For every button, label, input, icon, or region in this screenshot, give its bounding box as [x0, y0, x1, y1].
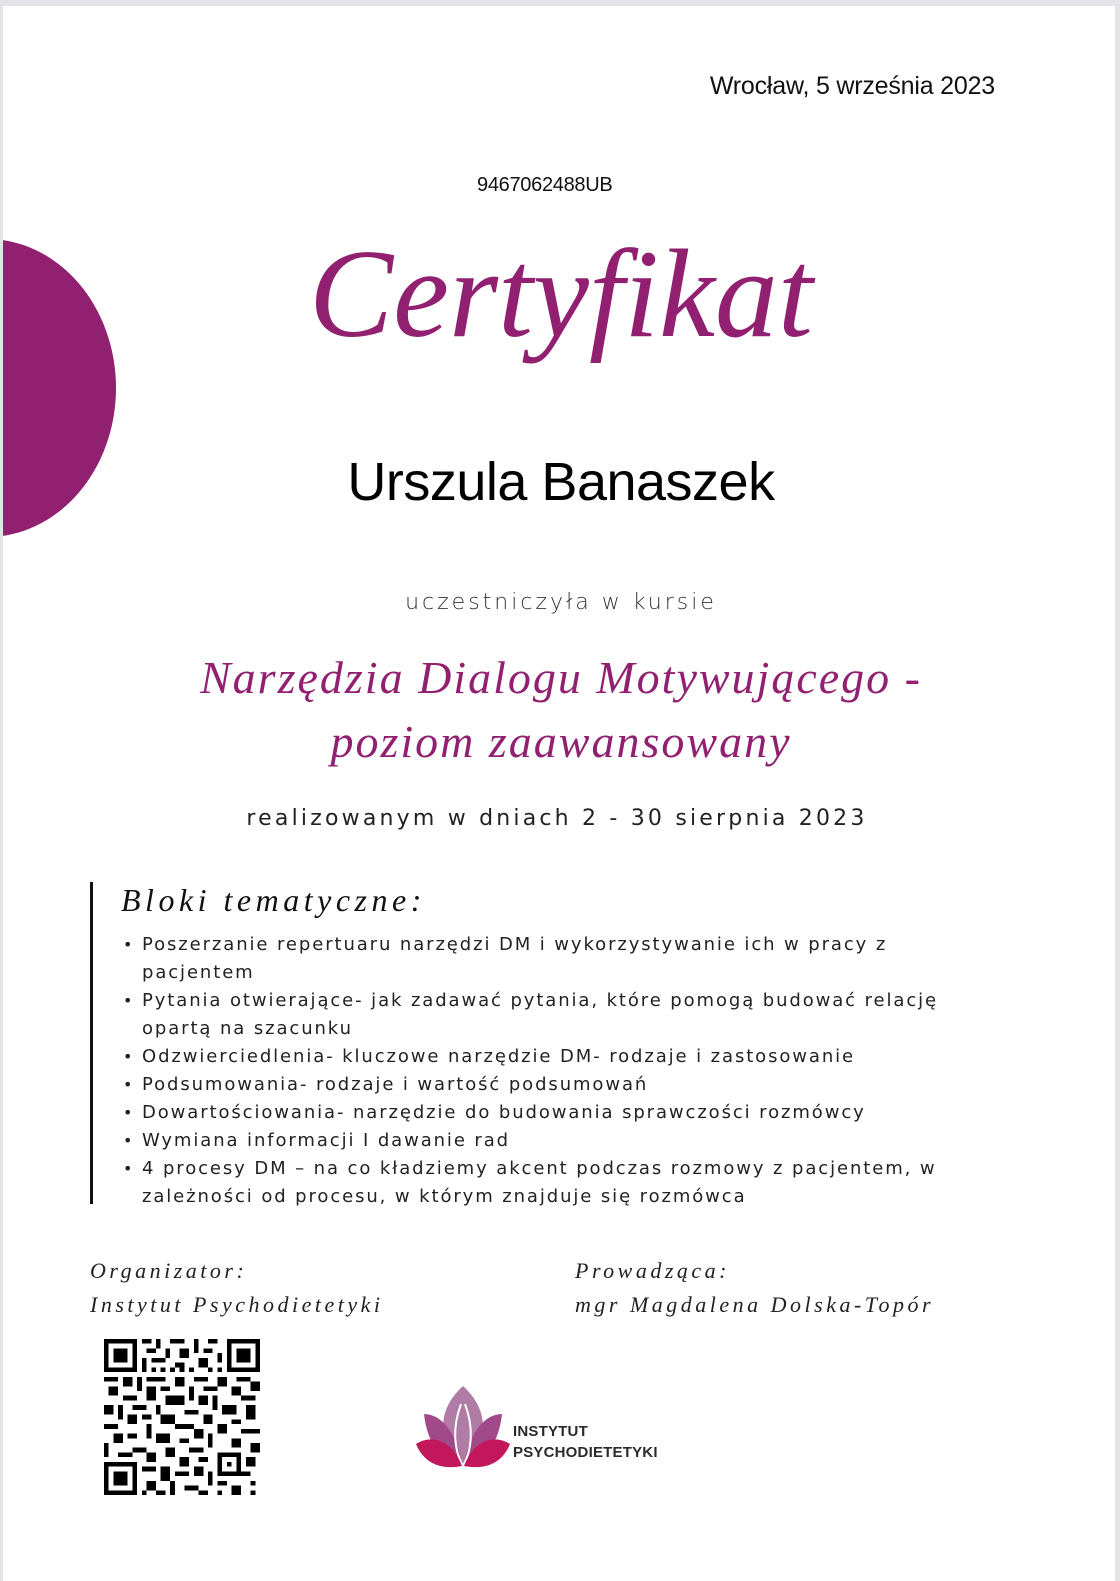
organizer [90, 1254, 384, 1322]
bullet-icon: • [123, 1047, 135, 1066]
instructor-label: Prowadząca: [575, 1258, 731, 1283]
list-item: • Pytania otwierające- jak zadawać pytania, które pomogą budować relację opartą na szacunku [121, 987, 981, 1043]
list-item: • 4 procesy DM – na co kładziemy akcent podczas rozmowy z pacjentem, w zależności od procesu, w którym znajduje się rozmówca [121, 1155, 981, 1211]
instructor [575, 1254, 934, 1322]
bullet-icon: • [123, 991, 135, 1010]
logo-text [513, 1421, 658, 1463]
lotus-icon [416, 1384, 511, 1474]
organizer-name: Instytut Psychodietetyki [90, 1292, 384, 1317]
bullet-icon: • [123, 1159, 135, 1178]
list-item: • Odzwierciedlenia- kluczowe narzędzie DM- rodzaje i zastosowanie [121, 1043, 981, 1071]
bullet-icon: • [123, 1075, 135, 1094]
list-item: • Wymiana informacji I dawanie rad [121, 1127, 981, 1155]
recipient-name: Urszula Banaszek [347, 452, 775, 512]
participation-text: uczestniczyła w kursie [405, 590, 717, 615]
certificate-id: 9467062488UB [477, 174, 613, 196]
list-item: • Podsumowania- rodzaje i wartość podsumowań [121, 1071, 981, 1099]
institute-logo [416, 1384, 686, 1474]
course-title-line-2: poziom zaawansowany [330, 716, 792, 767]
qr-code-icon [104, 1339, 260, 1495]
course-dates: realizowanym w dniach 2 - 30 sierpnia 2023 [246, 806, 868, 831]
course-title [5, 646, 1115, 774]
topic-list [121, 931, 981, 1211]
topic-blocks-heading: Bloki tematyczne: [121, 882, 426, 918]
certificate-title: Certyfikat [309, 225, 813, 364]
bullet-icon: • [123, 1131, 135, 1150]
bullet-icon: • [123, 1103, 135, 1122]
organizer-label: Organizator: [90, 1258, 248, 1283]
logo-line-1: INSTYTUT [513, 1423, 588, 1440]
list-item: • Poszerzanie repertuaru narzędzi DM i wykorzystywanie ich w pracy z pacjentem [121, 931, 981, 987]
certificate-page [3, 6, 1115, 1581]
course-title-line-1: Narzędzia Dialogu Motywującego - [200, 652, 922, 703]
list-item: • Dowartościowania- narzędzie do budowania sprawczości rozmówcy [121, 1099, 981, 1127]
logo-line-2: PSYCHODIETETYKI [513, 1444, 658, 1461]
instructor-name: mgr Magdalena Dolska-Topór [575, 1292, 935, 1317]
bullet-icon: • [123, 935, 135, 954]
place-date: Wrocław, 5 września 2023 [709, 72, 995, 100]
topic-blocks [90, 882, 993, 1207]
